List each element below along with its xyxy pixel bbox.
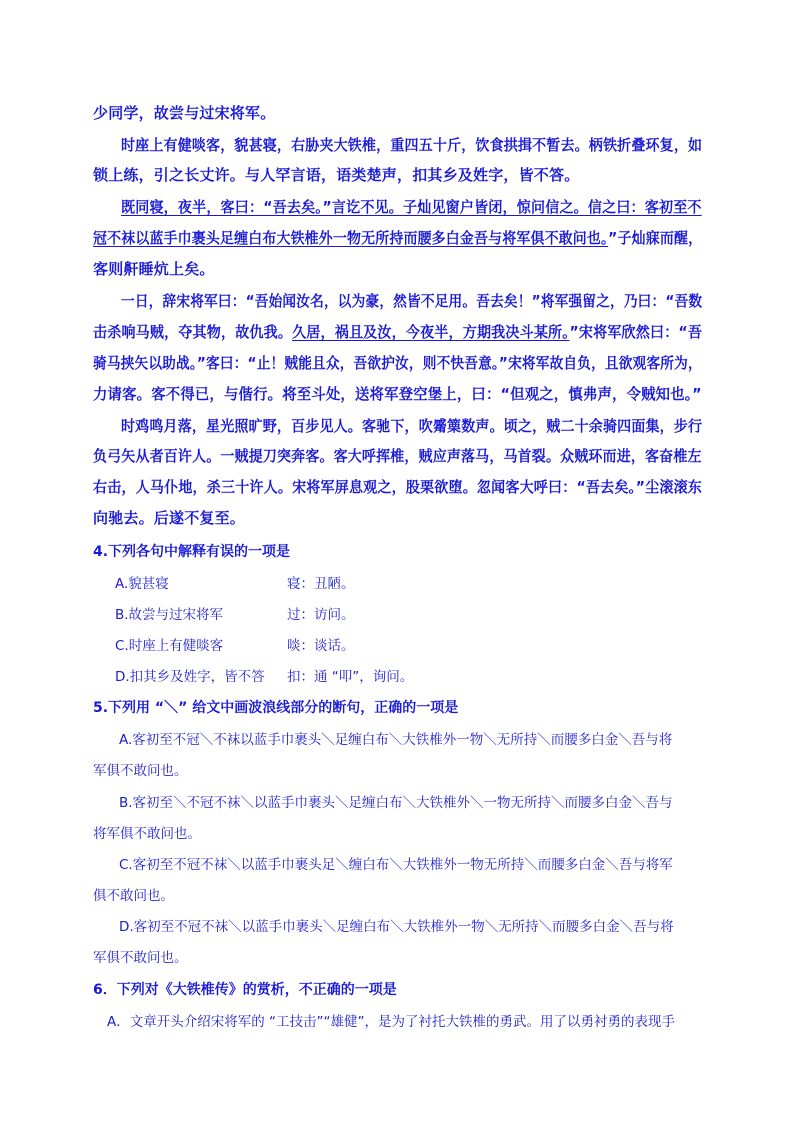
option-gloss: 过：访问。	[287, 607, 355, 623]
passage-text: 击杀响马贼，夺其物，故仇我。	[93, 323, 293, 341]
q6-option-a: A．文章开头介绍宋将军的 “工技击”“雄健”，是为了衬托大铁椎的勇武。用了以勇衬勇的表现手	[107, 1014, 676, 1030]
q5-option-b-cont: 将军俱不敢问也。	[93, 826, 201, 842]
question-5-title: 5.下列用 “＼” 给文中画波浪线部分的断句，正确的一项是	[93, 700, 459, 716]
passage-line: 时鸡鸣月落，星光照旷野，百步见人。客驰下，吹觱篥数声。顷之，贼二十余骑四面集，步行	[121, 417, 703, 435]
question-4-title: 4.下列各句中解释有误的一项是	[93, 544, 291, 560]
passage-line: 一日，辞宋将军曰：“吾始闻汝名，以为豪，然皆不足用。吾去矣！”将军强留之，乃曰：“吾数	[121, 292, 703, 310]
wavy-underlined-text: 冠不袜以蓝手巾裹头足缠白布大铁椎外一物无所持而腰多白金吾与将军俱不敢问也。	[93, 229, 609, 247]
q5-option-d-cont: 军俱不敢问也。	[93, 950, 188, 966]
q4-option-b	[115, 603, 355, 623]
q5-option-d: D.客初至不冠不袜＼以蓝手巾裹头＼足缠白布＼大铁椎外一物＼无所持＼而腰多白金＼吾与将	[119, 919, 674, 935]
q5-option-b: B.客初至＼不冠不袜＼以蓝手巾裹头＼足缠白布＼大铁椎外＼一物无所持＼而腰多白金＼吾与	[119, 795, 673, 811]
passage-line	[93, 321, 702, 342]
q4-option-d	[115, 665, 413, 685]
passage-line: 客则鼾睡炕上矣。	[93, 260, 215, 278]
passage-line	[121, 196, 702, 217]
option-term: D.扣其乡及姓字，皆不答	[115, 669, 265, 685]
passage-text: ”子灿寐而醒，	[608, 229, 703, 247]
q5-option-c-cont: 俱不敢问也。	[93, 888, 174, 904]
q5-option-a-cont: 军俱不敢问也。	[93, 763, 188, 779]
option-term: B.故尝与过宋将军	[115, 607, 224, 623]
passage-line: 力请客。客不得已，与偕行。将至斗处，送将军登空堡上，曰：“但观之，慎弗声，令贼知也。”	[93, 385, 702, 403]
q4-option-a	[115, 572, 355, 592]
passage-line: 锁上练，引之长丈许。与人罕言语，语类楚声，扣其乡及姓字，皆不答。	[93, 166, 580, 184]
passage-line: 右击，人马仆地，杀三十许人。宋将军屏息观之，股栗欲堕。忽闻客大呼曰：“吾去矣。”尘滚滚东	[93, 478, 703, 496]
passage-line	[93, 227, 702, 248]
wavy-underlined-text: 子灿见窗户皆闭，惊问信之。信之曰：客初至不	[403, 198, 702, 216]
passage-line: 负弓矢从者百许人。一贼提刀突奔客。客大呼挥椎，贼应声落马，马首裂。众贼环而进，客奋椎左	[93, 447, 702, 465]
passage-line: 骑马挟矢以助战。”客曰：“止！贼能且众，吾欲护汝，则不快吾意。”宋将军故自负，且欲观客所为，	[93, 354, 702, 372]
q5-option-c: C.客初至不冠不袜＼以蓝手巾裹头足＼缠白布＼大铁椎外一物无所持＼而腰多白金＼吾与将军	[119, 857, 673, 873]
passage-line: 时座上有健啖客，貌甚寝，右胁夹大铁椎，重四五十斤，饮食拱揖不暂去。柄铁折叠环复，如	[121, 136, 703, 154]
q4-option-c	[115, 634, 355, 654]
passage-text: ”宋将军欣然曰：“吾	[569, 323, 703, 341]
passage-line: 少同学，故尝与过宋将军。	[93, 104, 276, 122]
option-gloss: 寝：丑陋。	[287, 576, 355, 592]
option-term: C.时座上有健啖客	[115, 638, 224, 654]
option-gloss: 啖：谈话。	[287, 638, 355, 654]
question-6-title: 6．下列对《大铁椎传》的赏析，不正确的一项是	[93, 982, 397, 998]
option-gloss: 扣：通 “叩”，询问。	[287, 669, 414, 685]
passage-line: 向驰去。后遂不复至。	[93, 509, 246, 527]
q5-option-a: A.客初至不冠＼不袜以蓝手巾裹头＼足缠白布＼大铁椎外一物＼无所持＼而腰多白金＼吾与将	[119, 732, 673, 748]
underlined-text: 既同寝，夜半，客曰：“吾去矣。”言讫不见。	[121, 198, 404, 216]
option-term: A.貌甚寝	[115, 576, 169, 592]
underlined-text: 久居，祸且及汝，今夜半，方期我决斗某所。	[292, 323, 570, 341]
